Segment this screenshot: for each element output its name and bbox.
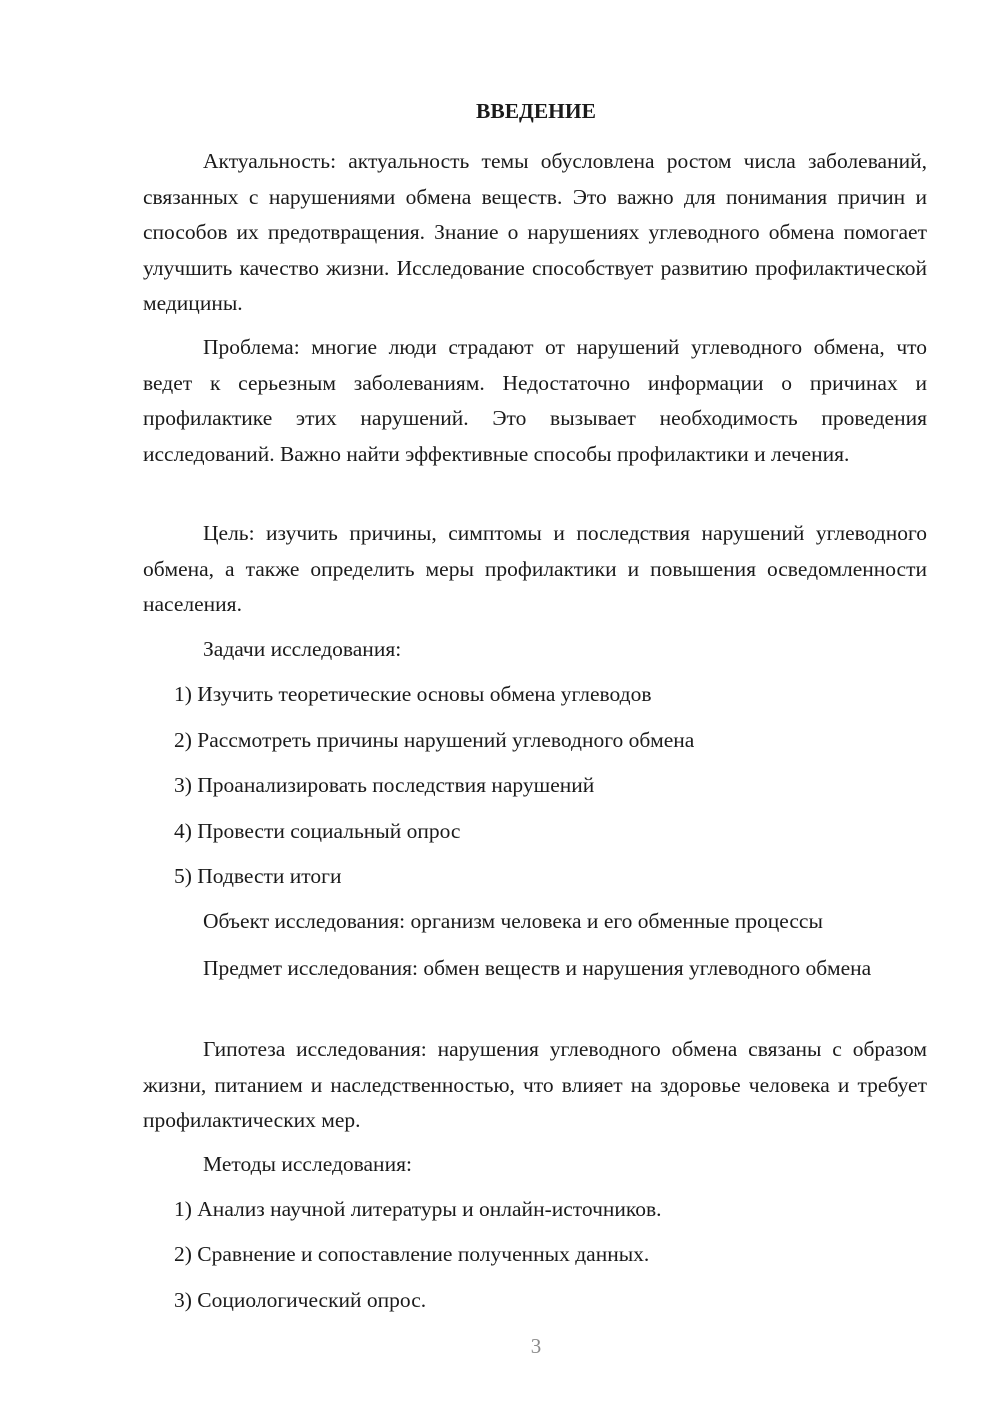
section-title: ВВЕДЕНИЕ — [476, 99, 596, 123]
task-item-2: 2) Рассмотреть причины нарушений углеводного обмена — [174, 728, 695, 752]
tasks-heading: Задачи исследования: — [203, 637, 402, 661]
task-item-4: 4) Провести социальный опрос — [174, 819, 461, 843]
page-number: 3 — [530, 1334, 542, 1358]
methods-heading: Методы исследования: — [203, 1152, 412, 1176]
method-item-3: 3) Социологический опрос. — [174, 1288, 427, 1312]
method-item-1: 1) Анализ научной литературы и онлайн-источников. — [174, 1197, 662, 1221]
task-item-5: 5) Подвести итоги — [174, 864, 342, 888]
subject-paragraph: Предмет исследования: обмен веществ и нарушения углеводного обмена — [203, 956, 872, 980]
hypothesis-paragraph: Гипотеза исследования: нарушения углеводного обмена связаны с образом жизни, питанием и наследственностью, что влияет на здоровье человека и требует профилактических мер. — [143, 1037, 927, 1132]
method-item-2: 2) Сравнение и сопоставление полученных данных. — [174, 1242, 650, 1266]
task-item-1: 1) Изучить теоретические основы обмена углеводов — [174, 682, 652, 706]
task-item-3: 3) Проанализировать последствия нарушений — [174, 773, 595, 797]
problem-paragraph: Проблема: многие люди страдают от нарушений углеводного обмена, что ведет к серьезным заболеваниям. Недостаточно информации о причинах и профилактике этих нарушений. Это вызывает необходимость проведения исследований. Важно найти эффективные способы профилактики и лечения. — [143, 335, 927, 466]
object-line: Объект исследования: организм человека и его обменные процессы — [203, 909, 823, 933]
goal-paragraph: Цель: изучить причины, симптомы и последствия нарушений углеводного обмена, а также определить меры профилактики и повышения осведомленности населения. — [143, 521, 927, 616]
relevance-paragraph: Актуальность: актуальность темы обусловлена ростом числа заболеваний, связанных с нарушениями обмена веществ. Это важно для понимания причин и способов их предотвращения. Знание о нарушениях углеводного обмена помогает улучшить качество жизни. Исследование способствует развитию профилактической медицины. — [143, 149, 927, 315]
